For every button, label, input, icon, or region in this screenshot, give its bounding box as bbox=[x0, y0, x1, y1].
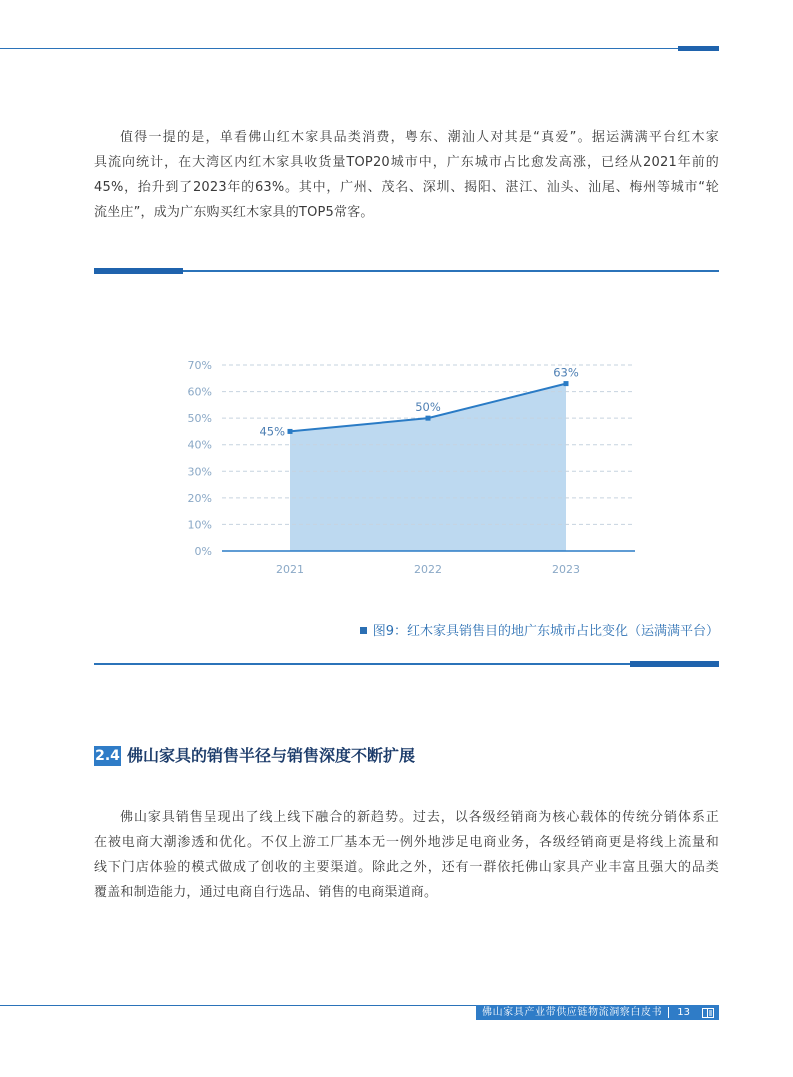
paragraph-sales bbox=[94, 805, 719, 905]
chart-top-rule bbox=[94, 270, 719, 272]
paragraph-line: 线下门店体验的模式做成了创收的主要渠道。除此之外，还有一群依托佛山家具产业丰富且强大的品类 bbox=[94, 860, 719, 875]
footer-bar bbox=[476, 1005, 719, 1020]
book-icon bbox=[702, 1008, 714, 1018]
y-tick-label: 50% bbox=[187, 412, 212, 426]
y-tick-label: 20% bbox=[187, 491, 212, 505]
x-tick-label: 2021 bbox=[276, 563, 304, 576]
chart-top-accent-bar bbox=[94, 268, 183, 274]
paragraph-line: 值得一提的是，单看佛山红木家具品类消费，粤东、潮汕人对其是“真爱”。据运满满平台红木家 bbox=[120, 130, 719, 145]
y-tick-label: 70% bbox=[187, 359, 212, 372]
data-point bbox=[564, 381, 569, 386]
data-point bbox=[426, 416, 431, 421]
y-tick-label: 30% bbox=[187, 465, 212, 479]
data-label: 50% bbox=[415, 400, 441, 415]
paragraph-intro bbox=[94, 125, 719, 225]
square-bullet-icon bbox=[360, 627, 367, 634]
footer-separator bbox=[668, 1007, 669, 1018]
header-rule bbox=[0, 48, 719, 49]
chart-bottom-rule bbox=[94, 663, 719, 665]
y-tick-label: 60% bbox=[187, 385, 212, 399]
figure-caption bbox=[94, 623, 719, 641]
y-tick-label: 10% bbox=[187, 518, 212, 532]
paragraph-line: 具流向统计，在大湾区内红木家具收货量TOP20城市中，广东城市占比愈发高涨，已经从2021年前的 bbox=[94, 155, 719, 170]
section-number-badge: 2.4 bbox=[95, 748, 120, 764]
y-tick-label: 0% bbox=[194, 545, 212, 558]
x-tick-label: 2022 bbox=[414, 563, 442, 576]
section-title: 佛山家具的销售半径与销售深度不断扩展 bbox=[127, 746, 416, 765]
data-label: 45% bbox=[259, 424, 285, 439]
page-number: 13 bbox=[677, 1007, 690, 1018]
paragraph-line: 在被电商大潮渗透和优化。不仅上游工厂基本无一例外地涉足电商业务，各级经销商更是将线上流量和 bbox=[94, 835, 719, 850]
chart-bottom-accent-bar bbox=[630, 661, 719, 667]
figure-caption-text: 图9：红木家具销售目的地广东城市占比变化（运满满平台） bbox=[372, 624, 719, 639]
data-point bbox=[288, 429, 293, 434]
paragraph-line: 佛山家具销售呈现出了线上线下融合的新趋势。过去，以各级经销商为核心载体的传统分销体系正 bbox=[120, 810, 719, 825]
area-chart bbox=[0, 350, 793, 590]
footer-title: 佛山家具产业带供应链物流洞察白皮书 bbox=[482, 1007, 663, 1018]
y-tick-label: 40% bbox=[187, 438, 212, 452]
header-accent-bar bbox=[678, 46, 719, 51]
paragraph-line: 45%，抬升到了2023年的63%。其中，广州、茂名、深圳、揭阳、湛江、汕头、汕尾、梅州等城市“轮 bbox=[94, 180, 719, 195]
x-tick-label: 2023 bbox=[552, 563, 580, 576]
data-label: 63% bbox=[553, 365, 579, 380]
paragraph-line: 覆盖和制造能力，通过电商自行选品、销售的电商渠道商。 bbox=[94, 885, 438, 900]
paragraph-line: 流坐庄”，成为广东购买红木家具的TOP5常客。 bbox=[94, 205, 374, 220]
